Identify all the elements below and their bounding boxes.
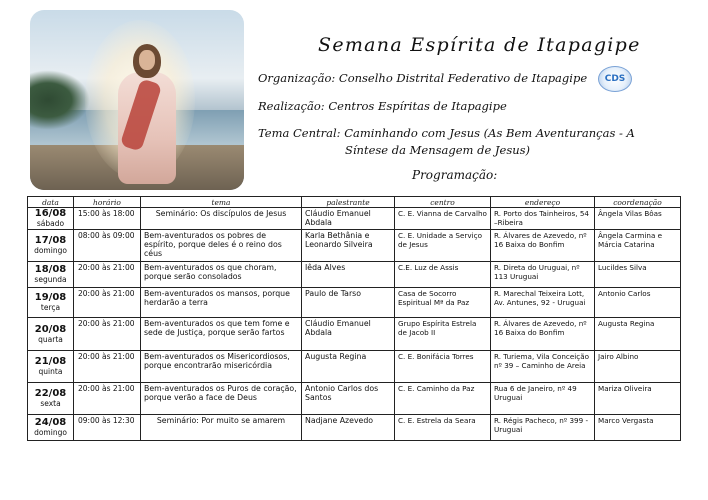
table-row [28,230,681,262]
weekday-value: sábado [36,219,65,228]
face-shape [139,50,155,70]
programacao-heading: Programação: [412,168,498,182]
coordenacao-cell: Mariza Oliveira [595,383,681,415]
tema-cell: Bem-aventurados os pobres de espírito, porque deles é o reino dos céus [141,230,302,262]
tema-cell: Seminário: Por muito se amarem [141,415,302,441]
time-cell: 20:00 às 21:00 [74,288,141,318]
coordenacao-cell: Jairo Albino [595,351,681,383]
centro-cell: Grupo Espírita Estrela de Jacob II [395,318,491,351]
tema-cell: Seminário: Os discípulos de Jesus [141,208,302,230]
date-value: 24/08 [34,417,67,428]
coordenacao-cell: Ângela Carmina e Márcia Catarina [595,230,681,262]
palm-shape [30,70,90,130]
endereco-cell: R. Álvares de Azevedo, nº 16 Baixa do Bonfim [491,318,595,351]
endereco-cell: R. Marechal Teixeira Lott, Av. Antunes, 92 - Uruguai [491,288,595,318]
endereco-cell: R. Álvares de Azevedo, nº 16 Baixa do Bonfim [491,230,595,262]
table-row [28,208,681,230]
date-cell [28,230,74,262]
date-value: 21/08 [34,356,67,367]
jesus-beach-photo [30,10,244,190]
date-cell [28,208,74,230]
endereco-cell: R. Direta do Uruguai, nº 113 Uruguai [491,262,595,288]
weekday-value: quinta [38,367,63,376]
date-value: 19/08 [34,292,67,303]
time-cell: 20:00 às 21:00 [74,351,141,383]
centro-cell: C.E. Luz de Assis [395,262,491,288]
date-value: 20/08 [34,323,67,335]
weekday-value: quarta [38,334,63,344]
realizacao-line: Realização: Centros Espíritas de Itapagipe [258,99,507,113]
cds-logo [598,66,632,92]
header-horario: horário [74,197,141,208]
endereco-cell: R. Régis Pacheco, nº 399 - Uruguai [491,415,595,441]
tema-cell: Bem-aventurados os Puros de coração, porque verão a face de Deus [141,383,302,415]
palestrante-cell: Paulo de Tarso [302,288,395,318]
coordenacao-cell: Ângela Vilas Bôas [595,208,681,230]
table-header-row [28,197,681,208]
tema-line-1: Tema Central: Caminhando com Jesus (As Bem Aventuranças - A [258,126,635,140]
centro-cell: C. E. Bonifácia Torres [395,351,491,383]
header-tema: tema [141,197,302,208]
page-title: Semana Espírita de Itapagipe [318,34,641,56]
coordenacao-cell: Augusta Regina [595,318,681,351]
weekday-value: domingo [34,246,67,255]
organizacao-line: Organização: Conselho Distrital Federativo de Itapagipe [258,71,588,85]
date-cell [28,318,74,351]
endereco-cell: R. Turiema, Vila Conceição nº 39 – Caminho de Areia [491,351,595,383]
endereco-cell: Rua 6 de Janeiro, nº 49 Uruguai [491,383,595,415]
schedule-table [27,196,681,441]
palestrante-cell: Augusta Regina [302,351,395,383]
weekday-value: domingo [34,428,67,437]
header-data: data [28,197,74,208]
time-cell: 08:00 às 09:00 [74,230,141,262]
date-cell [28,383,74,415]
header-centro: centro [395,197,491,208]
time-cell: 09:00 às 12:30 [74,415,141,441]
date-value: 18/08 [34,264,67,275]
weekday-value: sexta [40,399,61,408]
tema-cell: Bem-aventurados os que choram, porque serão consolados [141,262,302,288]
date-cell [28,262,74,288]
date-value: 16/08 [34,208,67,219]
cds-logo-text: CDS [604,74,626,84]
palestrante-cell: Nadjane Azevedo [302,415,395,441]
palestrante-cell: Antonio Carlos dos Santos [302,383,395,415]
coordenacao-cell: Marco Vergasta [595,415,681,441]
table-row [28,318,681,351]
tema-line-2: Síntese da Mensagem de Jesus) [345,143,531,157]
table-row [28,351,681,383]
time-cell: 20:00 às 21:00 [74,383,141,415]
centro-cell: C. E. Vianna de Carvalho [395,208,491,230]
header-palestrante: palestrante [302,197,395,208]
centro-cell: C. E. Estrela da Seara [395,415,491,441]
endereco-cell: R. Porto dos Tainheiros, 54 –Ribeira [491,208,595,230]
tema-cell: Bem-aventurados os Misericordiosos, porque encontrarão misericórdia [141,351,302,383]
header-endereco: endereço [491,197,595,208]
centro-cell: C. E. Unidade a Serviço de Jesus [395,230,491,262]
date-cell [28,288,74,318]
table-row [28,415,681,441]
palestrante-cell: Karla Bethânia e Leonardo Silveira [302,230,395,262]
palestrante-cell: Iêda Alves [302,262,395,288]
header-coordenacao: coordenação [595,197,681,208]
table-row [28,383,681,415]
date-cell [28,351,74,383]
date-value: 17/08 [34,235,67,246]
centro-cell: C. E. Caminho da Paz [395,383,491,415]
tema-cell: Bem-aventurados os mansos, porque herdarão a terra [141,288,302,318]
table-row [28,288,681,318]
palestrante-cell: Cláudio Emanuel Abdala [302,208,395,230]
coordenacao-cell: Antonio Carlos [595,288,681,318]
weekday-value: segunda [34,275,67,284]
time-cell: 20:00 às 21:00 [74,262,141,288]
tema-cell: Bem-aventurados os que tem fome e sede de Justiça, porque serão fartos [141,318,302,351]
table-row [28,262,681,288]
palestrante-cell: Cláudio Emanuel Abdala [302,318,395,351]
coordenacao-cell: Lucildes Silva [595,262,681,288]
date-value: 22/08 [34,388,67,399]
weekday-value: terça [40,303,61,312]
date-cell [28,415,74,441]
centro-cell: Casa de Socorro Espiritual Mª da Paz [395,288,491,318]
time-cell: 20:00 às 21:00 [74,318,141,351]
time-cell: 15:00 às 18:00 [74,208,141,230]
